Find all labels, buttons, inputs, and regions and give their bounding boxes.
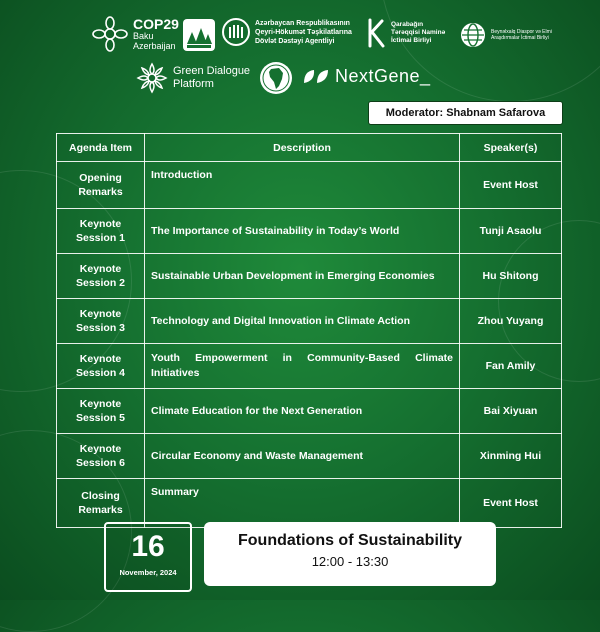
agenda-table	[56, 133, 562, 528]
agency-line-2: Qeyri-Hökumət Təşkilatlarına	[255, 28, 352, 36]
event-day: 16	[131, 530, 165, 563]
header-agenda-item: Agenda Item	[57, 134, 145, 162]
table-row	[57, 389, 562, 434]
cop29-country: Azerbaijan	[133, 41, 176, 51]
speaker-cell: Bai Xiyuan	[460, 389, 562, 434]
azerbaijan-emblem-logo	[182, 18, 216, 52]
header-description: Description	[145, 134, 460, 162]
session-time: 12:00 - 13:30	[311, 554, 389, 569]
speaker-cell: Fan Amily	[460, 344, 562, 389]
speaker-cell: Hu Shitong	[460, 254, 562, 299]
karabakh-line-3: İctimai Birliyi	[391, 37, 432, 44]
africa-map-icon	[258, 60, 294, 96]
ngo-agency-logo	[222, 18, 367, 46]
agency-line-1: Azərbaycan Respublikasının	[255, 19, 350, 27]
nextgene-logo	[302, 66, 431, 87]
agenda-item-cell: Keynote Session 5	[57, 389, 145, 434]
description-cell: Summary	[145, 479, 460, 528]
cop29-logo	[92, 16, 179, 52]
table-row	[57, 254, 562, 299]
agenda-item-cell: Keynote Session 6	[57, 434, 145, 479]
cop29-flower-icon	[92, 16, 128, 52]
agency-line-3: Dövlət Dəstəyi Agentliyi	[255, 37, 335, 45]
description-cell: Technology and Digital Innovation in Climate Action	[145, 299, 460, 344]
diaspora-line-1: Beynəlxalq Diaspor və Elmi	[491, 28, 552, 35]
karabakh-line-2: Tərəqqisi Naminə	[391, 29, 446, 36]
agency-circle-icon	[222, 18, 250, 46]
header-speakers: Speaker(s)	[460, 134, 562, 162]
description-cell: Youth Empowerment in Community-Based Climate Initiatives	[145, 344, 460, 389]
agenda-header-row	[57, 134, 562, 162]
speaker-cell: Event Host	[460, 162, 562, 209]
description-cell: Climate Education for the Next Generation	[145, 389, 460, 434]
green-dialogue-line-1: Green Dialogue	[173, 65, 251, 77]
agenda-item-cell: Keynote Session 4	[57, 344, 145, 389]
leaf-flower-icon	[136, 62, 168, 94]
k-letter-icon	[366, 18, 386, 48]
table-row	[57, 434, 562, 479]
table-row	[57, 344, 562, 389]
karabakh-line-1: Qarabağın	[391, 21, 424, 28]
green-dialogue-logo	[136, 62, 250, 94]
moderator-badge: Moderator: Shabnam Safarova	[368, 101, 563, 125]
speaker-cell: Event Host	[460, 479, 562, 528]
agenda-item-cell: Keynote Session 3	[57, 299, 145, 344]
description-cell: Introduction	[145, 162, 460, 209]
africa-emblem-logo	[258, 60, 294, 96]
building-emblem-icon	[182, 18, 216, 52]
agenda-item-cell: Keynote Session 1	[57, 209, 145, 254]
cop29-title: COP29	[133, 16, 179, 32]
globe-icon	[460, 22, 486, 48]
cop29-city: Baku	[133, 31, 154, 41]
description-cell: Circular Economy and Waste Management	[145, 434, 460, 479]
diaspora-union-logo	[460, 22, 592, 48]
table-row	[57, 162, 562, 209]
description-cell: Sustainable Urban Development in Emerging Economies	[145, 254, 460, 299]
nextgene-name: NextGene_	[335, 66, 431, 86]
green-dialogue-line-2: Platform	[173, 78, 214, 90]
table-row	[57, 479, 562, 528]
session-card	[204, 522, 496, 586]
agenda-item-cell: Opening Remarks	[57, 162, 145, 209]
event-month: November, 2024	[119, 568, 177, 577]
speaker-cell: Tunji Asaolu	[460, 209, 562, 254]
karabakh-union-logo	[366, 18, 458, 48]
table-row	[57, 299, 562, 344]
event-date-box	[104, 522, 192, 592]
agenda-item-cell: Closing Remarks	[57, 479, 145, 528]
agenda-item-cell: Keynote Session 2	[57, 254, 145, 299]
twin-leaf-icon	[302, 67, 330, 87]
speaker-cell: Xinming Hui	[460, 434, 562, 479]
diaspora-line-2: Araşdırmalar İctimai Birliyi	[491, 35, 549, 41]
speaker-cell: Zhou Yuyang	[460, 299, 562, 344]
description-cell: The Importance of Sustainability in Today’s World	[145, 209, 460, 254]
table-row	[57, 209, 562, 254]
session-title: Foundations of Sustainability	[238, 532, 462, 549]
